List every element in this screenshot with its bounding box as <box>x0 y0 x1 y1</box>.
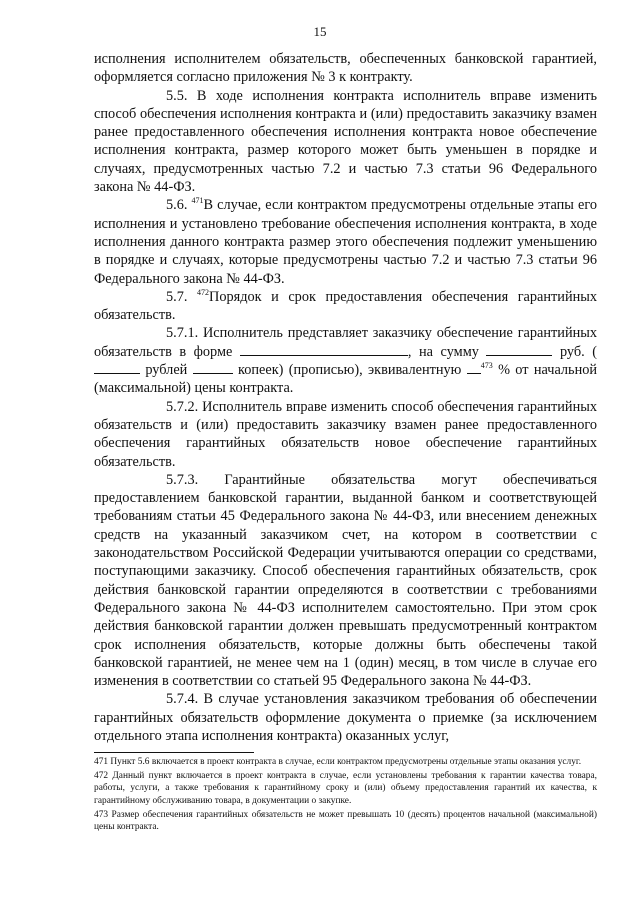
footnote-divider <box>94 752 254 753</box>
footnote-ref-472[interactable]: 472 <box>197 288 210 298</box>
paragraph-5-6 <box>94 196 597 287</box>
document-body <box>94 50 597 745</box>
clause-text: В случае, если контрактом предусмотрены отдельные этапы его исполнения и установлено требование обеспечения исполнения контракта, в ходе исполнения данного контракта размер этого обеспечения подлежит уменьшению в порядке и случаях, которые предусмотрены частью 7.2 и частью 7.3 статьи 96 Федерального закона № 44-ФЗ. <box>94 197 597 287</box>
paragraph-continuation: исполнения исполнителем обязательств, обеспеченных банковской гарантией, оформляется согласно приложения № 3 к контракту. <box>94 51 597 86</box>
footnotes <box>94 756 597 835</box>
rubles-blank-field[interactable] <box>94 363 140 374</box>
form-blank-field[interactable] <box>240 345 408 356</box>
kopecks-blank-field[interactable] <box>193 363 233 374</box>
footnote-ref-471[interactable]: 471 <box>191 196 204 206</box>
paragraph-5-7-2: 5.7.2. Исполнитель вправе изменить способ обеспечения гарантийных обязательств и (или) предоставить заказчику взамен ранее предоставленного обеспечения гарантийных обязательств новое обеспечение гарантийных обязательств. <box>94 398 597 470</box>
page-number: 15 <box>313 24 327 39</box>
clause-number: 5.7. <box>166 288 188 305</box>
paragraph-5-7-1: 5.7.1. Исполнитель представляет заказчику обеспечение гарантийных обязательств в форме , на сумму руб. ( рублей копеек) (прописью), эквивалентную $^{473}$ % от начальной (максимальной) цены контракта. <box>94 325 598 397</box>
footnote-ref-473[interactable]: 473 <box>480 361 493 371</box>
paragraph-5-7-3: 5.7.3. Гарантийные обязательства могут обеспечиваться предоставлением банковской гарантии, выданной банком и соответствующей требованиям статьи 45 Федерального закона № 44-ФЗ, или внесением денежных средств на указанный заказчиком счет, на котором в соответствии с законодательством Российской Федерации учитываются операции со средствами, поступающими заказчику. Способ обеспечения гарантийных обязательств, срок действия банковской гарантии определяются в соответствии с требованиями Федерального закона № 44-ФЗ исполнителем самостоятельно. При этом срок действия банковской гарантии должен превышать предусмотренный контрактом срок исполнения обязательств, которые должны быть обеспечены такой банковской гарантией, не менее чем на 1 (один) месяц, в том числе в случае его изменения в соответствии со статьей 95 Федерального закона № 44-ФЗ. <box>94 471 597 690</box>
paragraph-5-5: 5.5. В ходе исполнения контракта исполнитель вправе изменить способ обеспечения исполнения контракта и (или) предоставить заказчику взамен ранее предоставленного обеспечения исполнения контракта новое обеспечение исполнения контракта, размер которого может быть уменьшен в порядке и случаях, предусмотренных частью 7.2 и частью 7.3 статьи 96 Федерального закона № 44-ФЗ. <box>94 87 597 196</box>
clause-number: 5.6. <box>166 197 188 214</box>
percent-blank-field[interactable] <box>467 363 481 374</box>
sum-blank-field[interactable] <box>486 345 552 356</box>
paragraph-5-7 <box>94 288 597 325</box>
clause-text: Порядок и срок предоставления обеспечения гарантийных обязательств. <box>94 288 598 324</box>
footnote-472: 472 Данный пункт включается в проект контракта в случае, если установлены требования к гарантии качества товара, работы, услуги, а также требования к гарантийному сроку и (или) объему предоставления гарантий их качества, к гарантийному обслуживанию товара, в документации о закупке. <box>94 771 597 806</box>
paragraph-5-7-4: 5.7.4. В случае установления заказчиком требования об обеспечении гарантийных обязательств оформление документа о приемке (за исключением отдельного этапа исполнения контракта) оказанных услуг, <box>94 691 597 744</box>
footnote-471: 471 Пункт 5.6 включается в проект контракта в случае, если контрактом предусмотрены отдельные этапы оказания услуг. <box>94 757 582 767</box>
footnote-473: 473 Размер обеспечения гарантийных обязательств не может превышать 10 (десять) процентов начальной (максимальной) цены контракта. <box>94 809 597 833</box>
